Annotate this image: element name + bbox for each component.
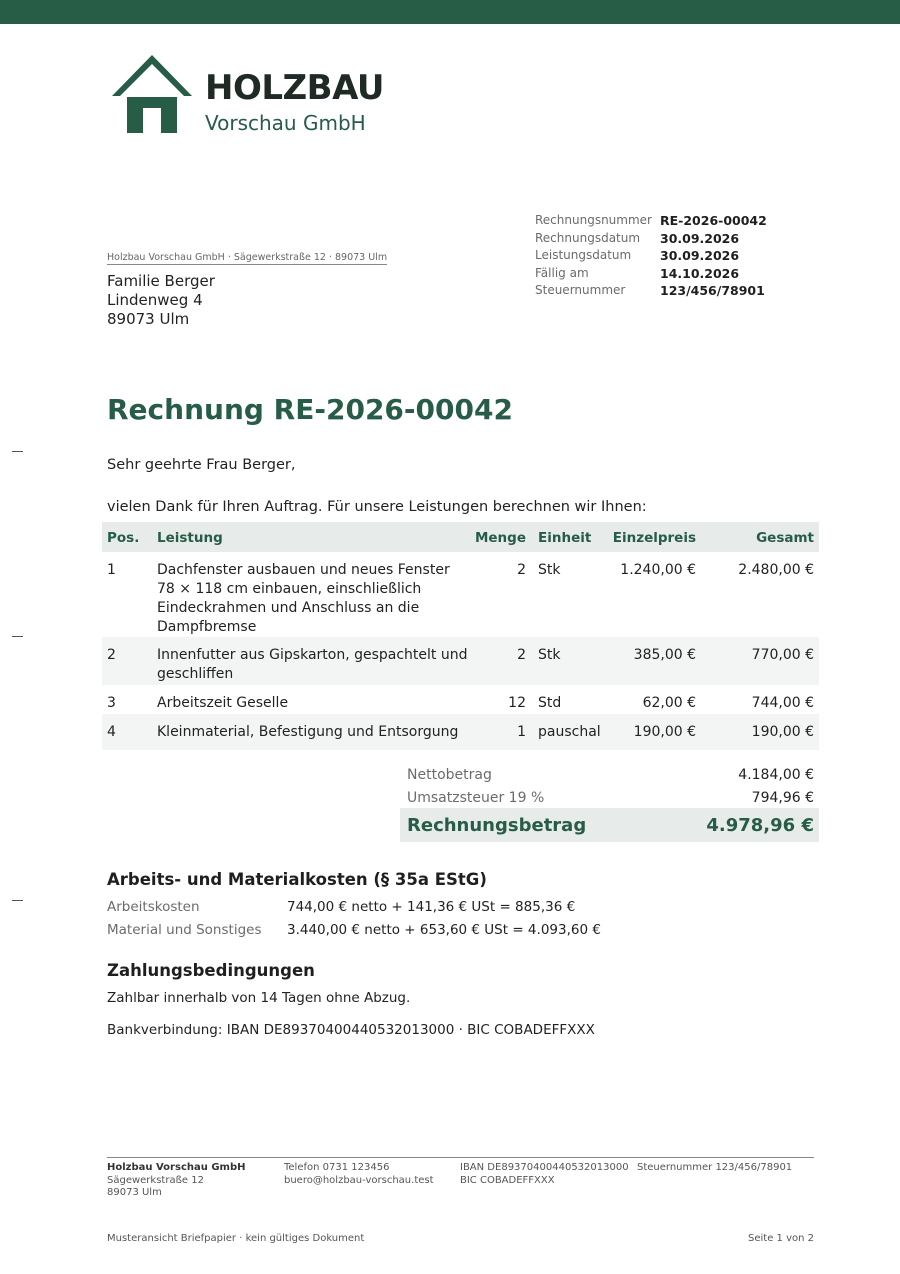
- footer-iban: IBAN DE89370400440532013000: [460, 1162, 629, 1173]
- invoice-title: Rechnung RE-2026-00042: [107, 393, 513, 426]
- row-unit-price: 190,00 €: [633, 724, 696, 740]
- row-pos: 1: [107, 562, 116, 578]
- col-header-qty: Menge: [474, 530, 526, 546]
- top-accent-bar: [0, 0, 900, 24]
- row-qty: 2: [517, 562, 526, 578]
- footer-email: buero@holzbau-vorschau.test: [284, 1174, 434, 1186]
- footer-city: 89073 Ulm: [107, 1187, 162, 1198]
- payment-heading: Zahlungsbedingungen: [107, 961, 315, 980]
- col-header-service: Leistung: [157, 530, 223, 546]
- row-pos: 2: [107, 647, 116, 663]
- meta-value: 30.09.2026: [660, 231, 740, 246]
- row-unit-price: 1.240,00 €: [620, 562, 696, 578]
- vat-label: Umsatzsteuer 19 %: [407, 790, 545, 806]
- row-unit: Std: [538, 695, 562, 711]
- col-header-pos: Pos.: [107, 530, 140, 546]
- row-total: 744,00 €: [751, 695, 814, 711]
- service-line: Innenfutter aus Gipskarton, gespachtelt und: [157, 647, 468, 663]
- row-unit: Stk: [538, 647, 561, 663]
- row-service: [157, 561, 467, 637]
- payment-terms: Zahlbar innerhalb von 14 Tagen ohne Abzug.: [107, 990, 411, 1006]
- recipient-name: Familie Berger: [107, 272, 215, 290]
- labor-costs-value: 744,00 € netto + 141,36 € USt = 885,36 €: [287, 899, 576, 915]
- meta-value: 123/456/78901: [660, 283, 765, 298]
- service-line: Dachfenster ausbauen und neues Fenster: [157, 562, 450, 578]
- table-header: [102, 522, 819, 552]
- table-row: [102, 637, 819, 685]
- row-service: [157, 694, 288, 713]
- labor-costs-heading: Arbeits- und Materialkosten (§ 35a EStG): [107, 870, 487, 889]
- row-total: 2.480,00 €: [738, 562, 814, 578]
- table-row: [102, 685, 819, 714]
- service-line: Kleinmaterial, Befestigung und Entsorgung: [157, 724, 459, 740]
- col-header-unit-price: Einzelpreis: [612, 530, 696, 546]
- footer-tax-number: Steuernummer 123/456/78901: [637, 1162, 793, 1173]
- service-line: Dampfbremse: [157, 619, 257, 635]
- row-pos: 4: [107, 724, 116, 740]
- row-qty: 1: [517, 724, 526, 740]
- intro-text: vielen Dank für Ihren Auftrag. Für unsere Leistungen berechnen wir Ihnen:: [107, 499, 647, 515]
- row-service: [157, 646, 477, 684]
- material-costs-label: Material und Sonstiges: [107, 922, 262, 938]
- row-qty: 2: [517, 647, 526, 663]
- meta-value: RE-2026-00042: [660, 213, 767, 228]
- material-costs-value: 3.440,00 € netto + 653,60 € USt = 4.093,60 €: [287, 922, 601, 938]
- grand-total-label: Rechnungsbetrag: [407, 815, 587, 836]
- col-header-unit: Einheit: [538, 530, 592, 546]
- footer-company-name: Holzbau Vorschau GmbH: [107, 1162, 246, 1173]
- grand-total-row: [400, 808, 819, 842]
- footer-phone: Telefon 0731 123456: [284, 1162, 390, 1173]
- sender-return-line: Holzbau Vorschau GmbH · Sägewerkstraße 12 · 89073 Ulm: [107, 252, 388, 263]
- row-unit: Stk: [538, 562, 561, 578]
- row-pos: 3: [107, 695, 116, 711]
- page-number: Seite 1 von 2: [748, 1233, 814, 1244]
- meta-value: 30.09.2026: [660, 248, 740, 263]
- recipient-city: 89073 Ulm: [107, 310, 190, 328]
- footer-divider: [107, 1157, 814, 1158]
- footer-company-column: [107, 1162, 246, 1200]
- salutation: Sehr geehrte Frau Berger,: [107, 457, 296, 473]
- footer-tax-column: [637, 1162, 792, 1175]
- row-qty: 12: [508, 695, 526, 711]
- punch-mark: [12, 636, 23, 637]
- fold-mark: [12, 451, 23, 452]
- bank-details: Bankverbindung: IBAN DE89370400440532013000 · BIC COBADEFFXXX: [107, 1022, 595, 1038]
- vat-value: 794,96 €: [751, 790, 814, 806]
- service-line: Arbeitszeit Geselle: [157, 695, 289, 711]
- row-unit: pauschal: [538, 724, 601, 740]
- grand-total-value: 4.978,96 €: [706, 815, 814, 836]
- brand-name: HOLZBAU: [205, 68, 384, 108]
- row-service: [157, 723, 477, 742]
- table-row: [102, 714, 819, 750]
- footer-bank-column: [460, 1162, 629, 1187]
- row-total: 190,00 €: [751, 724, 814, 740]
- service-line: geschliffen: [157, 666, 234, 682]
- recipient-street: Lindenweg 4: [107, 291, 203, 309]
- footer-contact-column: [284, 1162, 434, 1187]
- meta-label: Rechnungsnummer: [535, 213, 652, 227]
- service-line: 78 × 118 cm einbauen, einschließlich: [157, 581, 422, 597]
- meta-label: Rechnungsdatum: [535, 231, 641, 245]
- recipient-address: [107, 272, 215, 329]
- meta-label: Leistungsdatum: [535, 248, 632, 262]
- meta-value: 14.10.2026: [660, 266, 740, 281]
- footer-bic: BIC COBADEFFXXX: [460, 1174, 555, 1186]
- service-line: Eindeckrahmen und Anschluss an die: [157, 600, 420, 616]
- row-unit-price: 62,00 €: [642, 695, 696, 711]
- meta-label: Fällig am: [535, 266, 589, 280]
- brand-subtitle: Vorschau GmbH: [205, 111, 366, 135]
- meta-label: Steuernummer: [535, 283, 626, 297]
- fold-mark: [12, 900, 23, 901]
- net-value: 4.184,00 €: [738, 767, 814, 783]
- col-header-total: Gesamt: [756, 530, 814, 546]
- row-total: 770,00 €: [751, 647, 814, 663]
- footer-disclaimer: Musteransicht Briefpapier · kein gültiges Dokument: [107, 1233, 365, 1244]
- row-unit-price: 385,00 €: [633, 647, 696, 663]
- footer-street: Sägewerkstraße 12: [107, 1174, 204, 1186]
- house-logo-icon: [107, 55, 197, 137]
- table-row: [102, 552, 819, 637]
- net-label: Nettobetrag: [407, 767, 492, 783]
- labor-costs-label: Arbeitskosten: [107, 899, 200, 915]
